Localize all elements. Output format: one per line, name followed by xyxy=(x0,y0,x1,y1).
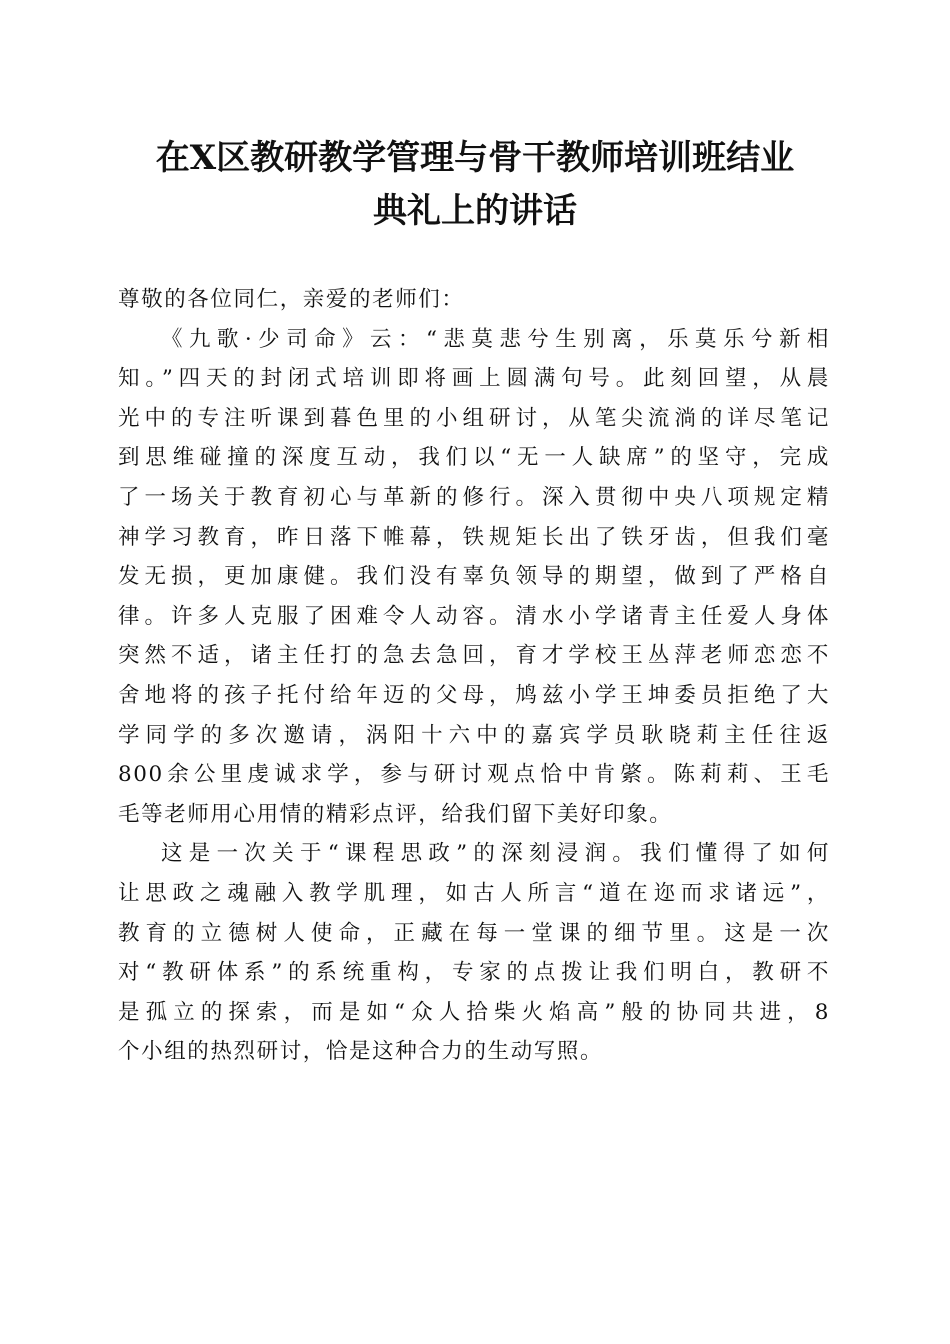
text-line: 是孤立的探索，而是如“众人拾柴火焰高”般的协同共进，8 xyxy=(118,999,830,1025)
text-line: 《九歌·少司命》云：“悲莫悲兮生别离，乐莫乐兮新相 xyxy=(161,326,830,352)
text-line: 对“教研体系”的系统重构，专家的点拨让我们明白，教研不 xyxy=(118,960,830,986)
text-line: 知。”四天的封闭式培训即将画上圆满句号。此刻回望，从晨 xyxy=(118,366,830,392)
text-line: 律。许多人克服了困难令人动容。清水小学诸青主任爱人身体 xyxy=(118,603,830,629)
text-line: 让思政之魂融入教学肌理，如古人所言“道在迩而求诸远”， xyxy=(118,880,830,906)
paragraph-1 xyxy=(118,320,830,835)
title-line: 在X区教研教学管理与骨干教师培训班结业 xyxy=(155,138,795,178)
paragraph-2 xyxy=(118,834,830,1072)
text-line: 神学习教育，昨日落下帷幕，铁规矩长出了铁牙齿，但我们毫 xyxy=(118,524,830,550)
text-line: 了一场关于教育初心与革新的修行。深入贯彻中央八项规定精 xyxy=(118,484,830,510)
text-line: 学同学的多次邀请，涡阳十六中的嘉宾学员耿晓莉主任往返 xyxy=(118,722,830,748)
text-line: 毛等老师用心用情的精彩点评，给我们留下美好印象。 xyxy=(118,801,673,827)
text-line: 到思维碰撞的深度互动，我们以“无一人缺席”的坚守，完成 xyxy=(118,445,830,471)
title-line: 典礼上的讲话 xyxy=(373,191,577,231)
text-line: 光中的专注听课到暮色里的小组研讨，从笔尖流淌的详尽笔记 xyxy=(118,405,830,431)
text-line: 突然不适，诸主任打的急去急回，育才学校王丛萍老师恋恋不 xyxy=(118,643,830,669)
text-line: 800余公里虔诚求学，参与研讨观点恰中肯綮。陈莉莉、王毛 xyxy=(118,762,830,788)
document-body xyxy=(118,280,830,1072)
text-line: 个小组的热烈研讨，恰是这种合力的生动写照。 xyxy=(118,1039,604,1065)
salutation: 尊敬的各位同仁，亲爱的老师们： xyxy=(118,287,465,312)
text-line: 这是一次关于“课程思政”的深刻浸润。我们懂得了如何 xyxy=(161,841,830,867)
text-line: 教育的立德树人使命，正藏在每一堂课的细节里。这是一次 xyxy=(118,920,830,946)
document-title xyxy=(100,132,850,238)
text-line: 舍地将的孩子托付给年迈的父母，鸠兹小学王坤委员拒绝了大 xyxy=(118,682,830,708)
text-line: 发无损，更加康健。我们没有辜负领导的期望，做到了严格自 xyxy=(118,564,830,590)
